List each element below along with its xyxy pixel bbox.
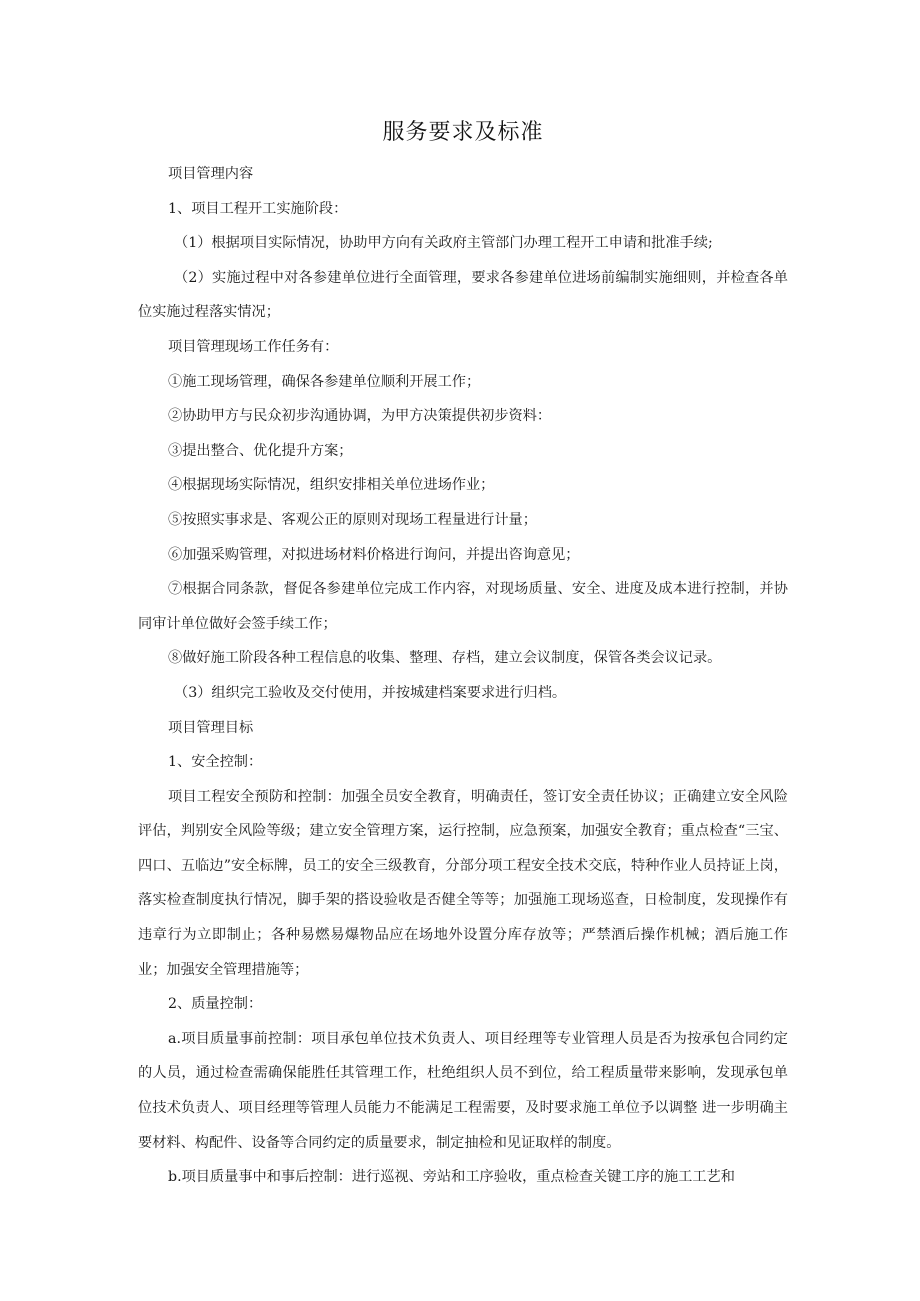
task-item-1: ①施工现场管理，确保各参建单位顺利开展工作；	[168, 373, 481, 390]
safety-control-paragraph: 项目工程安全预防和控制：加强全员安全教育，明确责任，签订安全责任协议；正确建立安全风险评估，判别安全风险等级；建立安全管理方案，运行控制，应急预案，加强安全教育；重点检查“三宝、四口、五临边”安全标牌，员工的安全三级教育，分部分项工程安全技术交底，特种作业人员持证上岗，落实检查制度执行情况，脚手架的搭设验收是否健全等等；加强施工现场巡查，日检制度，发现操作有违章行为立即制止；各种易燃易爆物品应在场地外设置分库存放等；严禁酒后操作机械；酒后施工作业；加强安全管理措施等；	[138, 788, 788, 978]
task-item-8: ⑧做好施工阶段各种工程信息的收集、整理、存档，建立会议制度，保管各类会议记录。	[168, 650, 722, 667]
task-item-4: ④根据现场实际情况，组织安排相关单位进场作业；	[168, 477, 495, 494]
paragraph-item-2: （2）实施过程中对各参建单位进行全面管理，要求各参建单位进场前编制实施细则，并检查各单位实施过程落实情况；	[138, 269, 788, 321]
document-body	[138, 157, 788, 1195]
stage-heading-construction-start: 1、项目工程开工实施阶段：	[168, 200, 348, 217]
task-item-3: ③提出整合、优化提升方案；	[168, 442, 353, 459]
document-title: 服务要求及标准	[382, 120, 544, 145]
paragraph-item-3: （3）组织完工验收及交付使用，并按城建档案要求进行归档。	[174, 684, 567, 701]
quality-pre-control-paragraph: a.项目质量事前控制：项目承包单位技术负责人、项目经理等专业管理人员是否为按承包合同约定的人员，通过检查需确保能胜任其管理工作，杜绝组织人员不到位，给工程质量带来影响，发现承包单位技术负责人、项目经理等管理人员能力不能满足工程需要，及时要求施工单位予以调整 进一步明确主要材料、构配件、设备等合同约定的质量要求，制定抽检和见证取样的制度。	[138, 1030, 788, 1151]
paragraph-item-1: （1）根据项目实际情况，协助甲方向有关政府主管部门办理工程开工申请和批准手续;	[174, 235, 713, 252]
section-heading-project-management-content: 项目管理内容	[168, 166, 254, 182]
goal-heading-safety: 1、安全控制：	[168, 754, 263, 771]
task-item-6: ⑥加强采购管理，对拟进场材料价格进行询问，并提出咨询意见；	[168, 546, 580, 563]
task-list-heading: 项目管理现场工作任务有：	[168, 338, 339, 355]
goal-heading-quality: 2、质量控制：	[168, 996, 263, 1013]
task-item-5: ⑤按照实事求是、客观公正的原则对现场工程量进行计量；	[168, 511, 537, 528]
task-item-7: ⑦根据合同条款，督促各参建单位完成工作内容，对现场质量、安全、进度及成本进行控制，并协同审计单位做好会签手续工作；	[138, 581, 788, 632]
quality-in-process-control-paragraph: b.项目质量事中和事后控制：进行巡视、旁站和工序验收，重点检查关键工序的施工工艺和	[168, 1169, 735, 1186]
task-item-2: ②协助甲方与民众初步沟通协调，为甲方决策提供初步资料：	[168, 408, 552, 425]
section-heading-project-goals: 项目管理目标	[168, 719, 254, 736]
